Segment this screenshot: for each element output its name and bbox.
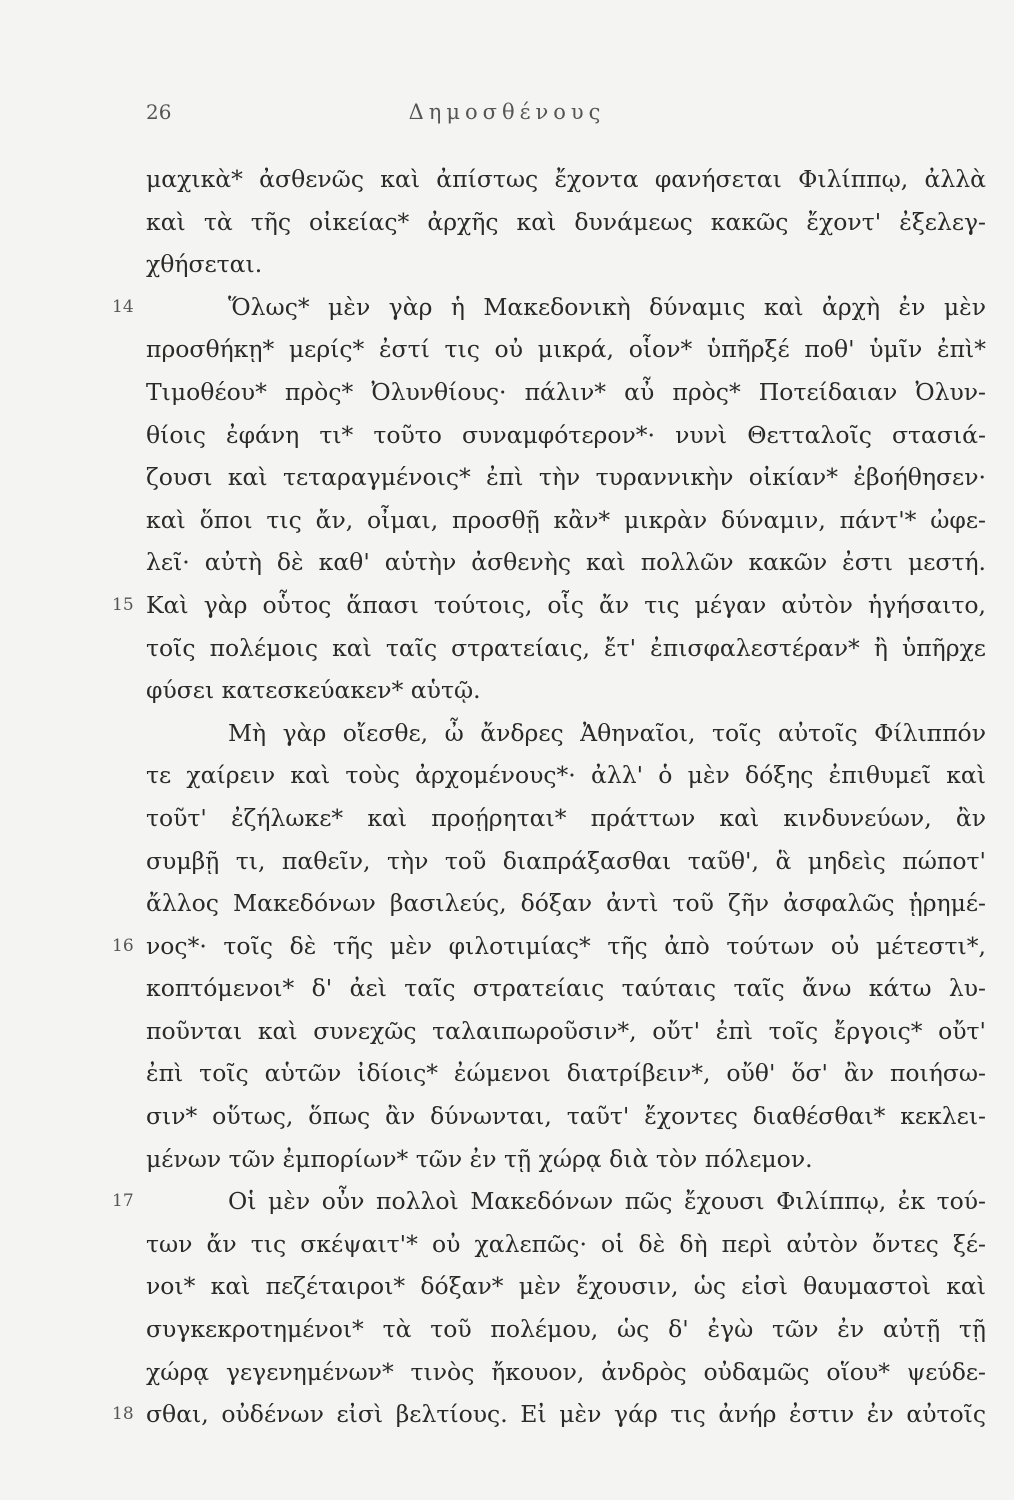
line-text: των ἄν τις σκέψαιτ'* οὐ χαλεπῶς· οἱ δὲ δὴ περὶ αὐτὸν ὄντες ξέ- (146, 1229, 986, 1258)
line-text: χώρᾳ γεγενημένων* τινὸς ἤκουον, ἀνδρὸς οὐδαμῶς οἵου* ψεύδε- (146, 1357, 986, 1386)
running-head: Δημοσθένους (408, 100, 606, 124)
line-text: σιν* οὕτως, ὅπως ἂν δύνωνται, ταῦτ' ἔχοντες διαθέσθαι* κεκλει- (146, 1102, 986, 1131)
line-text: θίοις ἐφάνη τι* τοῦτο συναμφότερον*· νυνὶ Θετταλοῖς στασιά- (146, 420, 986, 449)
line-text: μαχικὰ* ἀσθενῶς καὶ ἀπίστως ἔχοντα φανήσεται Φιλίππῳ, ἀλλὰ (146, 165, 986, 193)
text-line (146, 1265, 986, 1308)
line-text: Ὅλως* μὲν γὰρ ἡ Μακεδονικὴ δύναμις καὶ ἀρχὴ ἐν μὲν (228, 292, 986, 321)
text-line (146, 627, 986, 670)
text-line (146, 712, 986, 755)
text-line (146, 1223, 986, 1266)
line-text: ἄλλος Μακεδόνων βασιλεύς, δόξαν ἀντὶ τοῦ ζῆν ἀσφαλῶς ᾑρημέ- (146, 889, 986, 918)
text-line (146, 371, 986, 414)
text-line (146, 158, 986, 201)
text-line (146, 967, 986, 1010)
text-line (146, 754, 986, 797)
line-text: Καὶ γὰρ οὗτος ἅπασι τούτοις, οἷς ἄν τις μέγαν αὐτὸν ἡγήσαιτο, (146, 590, 986, 619)
page-number: 26 (146, 100, 172, 124)
line-text: χθήσεται. (146, 250, 263, 279)
text-line (146, 1095, 986, 1138)
line-text: τοῦτ' ἐζήλωκε* καὶ προῄρηται* πράττων καὶ κινδυνεύων, ἂν (146, 803, 986, 832)
line-text: σθαι, οὐδένων εἰσὶ βελτίους. Εἰ μὲν γάρ τις ἀνήρ ἐστιν ἐν αὐτοῖς (146, 1400, 986, 1429)
text-line (112, 1180, 986, 1223)
text-line (146, 669, 986, 712)
line-text: ζουσι καὶ τεταραγμένοις* ἐπὶ τὴν τυραννικὴν οἰκίαν* ἐβοήθησεν· (146, 463, 986, 492)
line-text: ἐπὶ τοῖς αὑτῶν ἰδίοις* ἐώμενοι διατρίβειν*, οὔθ' ὅσ' ἂν ποιήσω- (146, 1059, 986, 1088)
text-line (112, 925, 986, 968)
line-text: Τιμοθέου* πρὸς* Ὀλυνθίους· πάλιν* αὖ πρὸς* Ποτείδαιαν Ὀλυν- (146, 377, 986, 406)
line-text: τοῖς πολέμοις καὶ ταῖς στρατείαις, ἔτ' ἐπισφαλεστέραν* ἢ ὑπῆρχε (146, 633, 986, 662)
text-line (146, 201, 986, 244)
text-line (146, 328, 986, 371)
line-text: λεῖ· αὐτὴ δὲ καθ' αὑτὴν ἀσθενὴς καὶ πολλῶν κακῶν ἐστι μεστή. (146, 548, 986, 577)
text-line (146, 797, 986, 840)
line-text: μένων τῶν ἐμπορίων* τῶν ἐν τῇ χώρᾳ διὰ τὸν πόλεμον. (146, 1144, 813, 1173)
line-text: καὶ τὰ τῆς οἰκείας* ἀρχῆς καὶ δυνάμεως κακῶς ἔχοντ' ἐξελεγ- (146, 207, 986, 236)
line-text: συγκεκροτημένοι* τὰ τοῦ πολέμου, ὡς δ' ἐγὼ τῶν ἐν αὐτῇ τῇ (146, 1315, 986, 1344)
text-line (112, 286, 986, 329)
text-line (146, 541, 986, 584)
text-line (112, 584, 986, 627)
line-text: νος*· τοῖς δὲ τῆς μὲν φιλοτιμίας* τῆς ἀπὸ τούτων οὐ μέτεστι*, (146, 931, 986, 960)
text-line (146, 456, 986, 499)
section-number: 15 (112, 594, 134, 615)
line-text: φύσει κατεσκεύακεν* αὑτῷ. (146, 676, 481, 705)
line-text: τε χαίρειν καὶ τοὺς ἀρχομένους*· ἀλλ' ὁ μὲν δόξης ἐπιθυμεῖ καὶ (146, 761, 986, 790)
line-text: νοι* καὶ πεζέταιροι* δόξαν* μὲν ἔχουσιν, ὡς εἰσὶ θαυμαστοὶ καὶ (146, 1272, 986, 1301)
text-line (146, 882, 986, 925)
text-line (146, 243, 986, 286)
text-line (146, 499, 986, 542)
text-line (146, 1351, 986, 1394)
text-line (146, 1052, 986, 1095)
text-line (146, 1010, 986, 1053)
text-line (146, 414, 986, 457)
line-text: ποῦνται καὶ συνεχῶς ταλαιπωροῦσιν*, οὔτ' ἐπὶ τοῖς ἔργοις* οὔτ' (146, 1016, 986, 1045)
text-body (112, 158, 986, 1436)
line-text: καὶ ὅποι τις ἄν, οἶμαι, προσθῇ κἂν* μικρὰν δύναμιν, πάντ'* ὠφε- (146, 505, 986, 534)
text-line (112, 1393, 986, 1436)
section-number: 14 (112, 296, 134, 317)
section-number: 17 (112, 1191, 134, 1212)
line-text: προσθήκῃ* μερίς* ἐστί τις οὐ μικρά, οἷον* ὑπῆρξέ ποθ' ὑμῖν ἐπὶ* (146, 335, 986, 364)
text-line (146, 1138, 986, 1181)
section-number: 16 (112, 935, 134, 956)
text-line (146, 1308, 986, 1351)
line-text: κοπτόμενοι* δ' ἀεὶ ταῖς στρατείαις ταύταις ταῖς ἄνω κάτω λυ- (146, 974, 986, 1003)
section-number: 18 (112, 1404, 134, 1425)
line-text: Οἱ μὲν οὖν πολλοὶ Μακεδόνων πῶς ἔχουσι Φιλίππῳ, ἐκ τού- (228, 1187, 986, 1216)
text-line (146, 840, 986, 883)
line-text: συμβῇ τι, παθεῖν, τὴν τοῦ διαπράξασθαι ταῦθ', ἃ μηδεὶς πώποτ' (146, 846, 986, 875)
line-text: Μὴ γὰρ οἴεσθε, ὦ ἄνδρες Ἀθηναῖοι, τοῖς αὐτοῖς Φίλιππόν (228, 718, 986, 747)
